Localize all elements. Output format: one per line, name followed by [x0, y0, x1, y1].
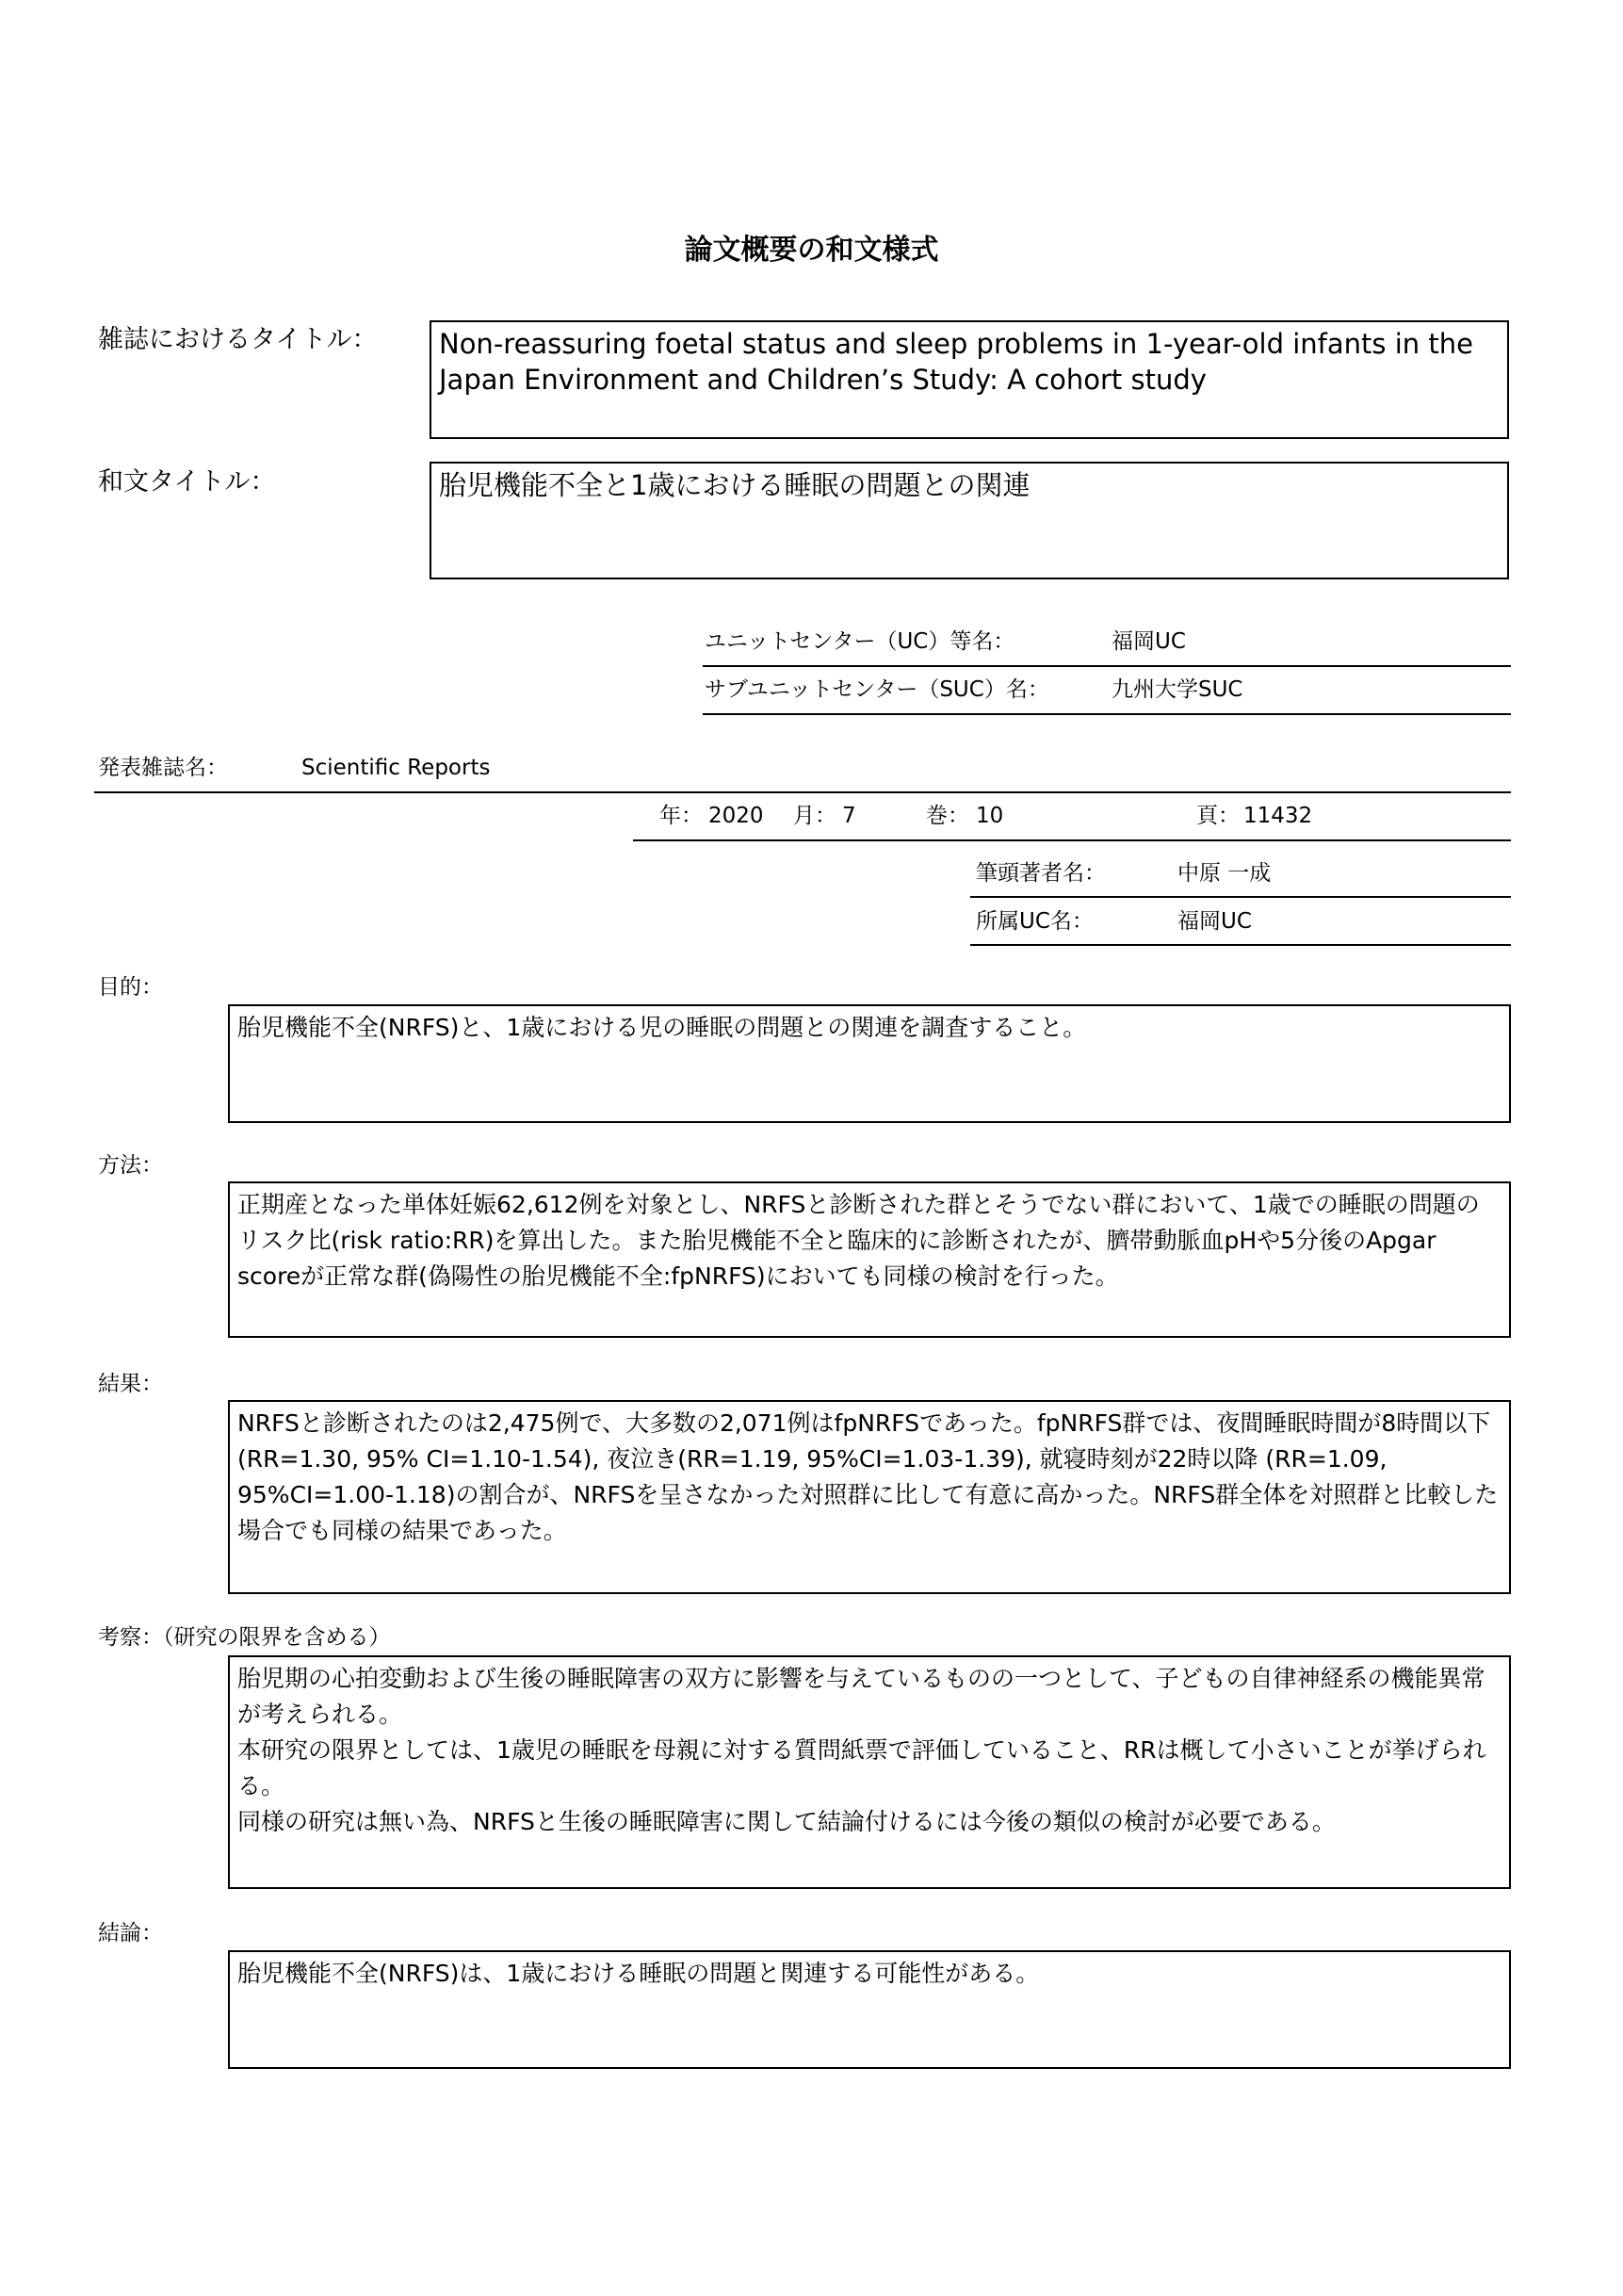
journal-name-label: 発表雑誌名：	[98, 756, 228, 780]
purpose-box	[228, 1004, 1511, 1123]
conclusion-box	[228, 1950, 1511, 2069]
results-box	[228, 1400, 1511, 1594]
methods-label: 方法：	[98, 1153, 163, 1178]
conclusion-text: 胎児機能不全(NRFS)は、1歳における睡眠の問題と関連する可能性がある。	[237, 1960, 1040, 1987]
month-label: 月：	[793, 804, 836, 828]
discussion-label: 考察：（研究の限界を含める）	[98, 1625, 391, 1650]
journal-title-value: Non-reassuring foetal status and sleep problems in 1-year-old infants in the Japan Environment and Children’s Study: A cohort study	[439, 328, 1473, 396]
volume-value: 10	[976, 804, 1004, 828]
year-value: 2020	[708, 804, 764, 828]
discussion-paragraph: 胎児期の心拍変動および生後の睡眠障害の双方に影響を与えているものの一つとして、子どもの自律神経系の機能異常が考えられる。	[237, 1665, 1485, 1728]
month-value: 7	[842, 804, 856, 828]
year-label: 年：	[659, 804, 703, 828]
affiliation-label: 所属UC名：	[976, 909, 1094, 934]
japanese-title-label: 和文タイトル：	[98, 467, 276, 497]
volume-label: 巻：	[926, 804, 969, 828]
results-text: NRFSと診断されたのは2,475例で、大多数の2,071例はfpNRFSであった。fpNRFS群では、夜間睡眠時間が8時間以下(RR=1.30, 95% CI=1.10-1.54), 夜泣き(RR=1.19, 95%CI=1.03-1.39), 就寝時刻が22時以降 (RR=1.09, 95%CI=1.00-1.18)の割合が、NRFSを呈さなかった対照群に比して有意に高かった。NRFS群全体を対照群と比較した場合でも同様の結果であった。	[237, 1409, 1499, 1544]
purpose-text: 胎児機能不全(NRFS)と、1歳における児の睡眠の問題との関連を調査すること。	[237, 1014, 1087, 1041]
japanese-title-box	[430, 462, 1509, 579]
uc-value: 福岡UC	[1112, 629, 1186, 654]
japanese-title-value: 胎児機能不全と1歳における睡眠の問題との関連	[439, 469, 1031, 501]
journal-title-box	[430, 320, 1509, 439]
methods-text: 正期産となった単体妊娠62,612例を対象とし、NRFSと診断された群とそうでない群において、1歳での睡眠の問題のリスク比(risk ratio:RR)を算出した。また胎児機能不全と臨床的に診断されたが、臍帯動脈血pHや5分後のApgar scoreが正常な群(偽陽性の胎児機能不全:fpNRFS)においても同様の検討を行った。	[237, 1191, 1480, 1290]
discussion-paragraph: 同様の研究は無い為、NRFSと生後の睡眠障害に関して結論付けるには今後の類似の検討が必要である。	[237, 1808, 1336, 1835]
first-author-value: 中原 一成	[1177, 861, 1272, 886]
journal-name-underline	[94, 791, 1511, 793]
suc-value: 九州大学SUC	[1112, 677, 1243, 702]
results-label: 結果：	[98, 1372, 163, 1396]
journal-name-value: Scientific Reports	[301, 756, 491, 780]
journal-title-label: 雑誌におけるタイトル：	[98, 325, 378, 354]
uc-label: ユニットセンター（UC）等名：	[705, 629, 1015, 654]
uc-underline	[703, 665, 1511, 667]
suc-underline	[703, 713, 1511, 715]
first-author-label: 筆頭著者名：	[976, 861, 1106, 886]
methods-box	[228, 1181, 1511, 1338]
first-author-underline	[970, 896, 1511, 898]
affiliation-underline	[970, 944, 1511, 946]
page-title: 論文概要の和文様式	[684, 234, 939, 267]
purpose-label: 目的：	[98, 975, 163, 1000]
suc-label: サブユニットセンター（SUC）名：	[705, 677, 1049, 702]
conclusion-label: 結論：	[98, 1921, 163, 1946]
discussion-box	[228, 1655, 1511, 1889]
discussion-paragraph: 本研究の限界としては、1歳児の睡眠を母親に対する質問紙票で評価していること、RRは概して小さいことが挙げられる。	[237, 1736, 1486, 1799]
page-label: 頁：	[1196, 804, 1240, 828]
affiliation-value: 福岡UC	[1177, 909, 1252, 934]
page-value: 11432	[1243, 804, 1313, 828]
issue-underline	[633, 839, 1511, 841]
